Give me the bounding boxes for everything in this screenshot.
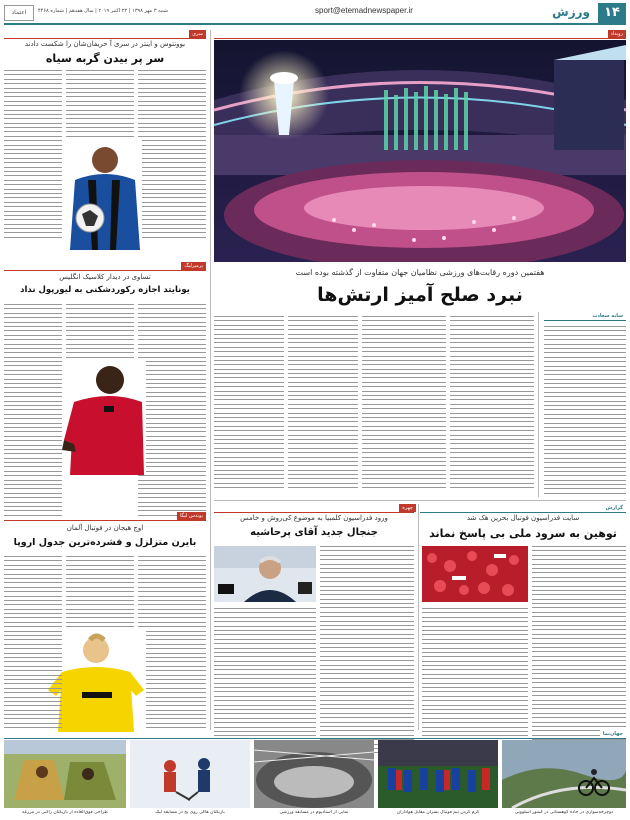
left3-text-col3 xyxy=(4,556,62,732)
photo-field-art xyxy=(4,740,126,808)
photo-stadium xyxy=(254,740,374,808)
left1-rule xyxy=(4,38,206,39)
newspaper-logo: اعتماد xyxy=(4,5,34,21)
left1-headline: سر پر بیدن گربه سیاه xyxy=(45,52,165,65)
tag-photos: جهان‌نما xyxy=(600,730,626,738)
photo-cycling xyxy=(502,740,626,808)
right-text-col1 xyxy=(532,546,626,757)
left3-rule xyxy=(4,520,206,521)
main-headline: نبرد صلح آمیز ارتش‌ها xyxy=(317,284,523,306)
main-text-col3 xyxy=(288,316,358,492)
analysis-text xyxy=(544,326,626,497)
left3-kicker: اوج هیجان در فوتبال آلمان xyxy=(66,524,144,532)
left1-text-col1 xyxy=(138,70,206,241)
column-divider xyxy=(538,312,539,497)
caption-cycling: دوچرخه‌سواری در جاده کوهستانی در کشور اسلوونی xyxy=(514,810,614,815)
left3-text-col2 xyxy=(66,556,134,635)
mid-text-col2 xyxy=(214,608,316,740)
left2-rule xyxy=(4,270,206,271)
tag-analysis: سایه سعادت xyxy=(589,312,626,320)
tag-bottom-left: بوندس لیگا xyxy=(177,512,206,520)
ceremony-photo xyxy=(214,40,626,262)
section-title: ورزش xyxy=(552,5,590,19)
caption-football: گرم کردن تیم فوتبال پسران مقابل هواداران xyxy=(396,810,480,815)
queiroz-photo xyxy=(214,546,316,602)
right-kicker: سایت فدراسیون فوتبال بحرین هک شد xyxy=(466,514,580,522)
main-kicker: هفتمین دوره رقابت‌های ورزشی نظامیان جهان متفاوت از گذشته بوده است xyxy=(295,268,545,277)
tag-main: رویداد xyxy=(608,30,626,38)
player-photo-united xyxy=(60,360,146,475)
analysis-rule xyxy=(544,320,626,321)
photo-hockey xyxy=(130,740,250,808)
tag-middle: چهره xyxy=(399,504,416,512)
caption-stadium: نمایی از استادیوم در مسابقه ورزشی xyxy=(279,810,349,815)
website-link[interactable]: sport@etemadnewspaper.ir xyxy=(315,6,413,15)
left2-kicker: تساوی در دیدار کلاسیک انگلیس xyxy=(59,273,151,281)
player-photo-inter xyxy=(60,140,142,250)
left1-text-col3 xyxy=(4,70,62,241)
left-column-divider xyxy=(210,30,211,730)
left3-text-col1 xyxy=(138,556,206,732)
mid-kicker: ورود فدراسیون کلمبیا به موضوع کی‌روش و خامس xyxy=(240,514,388,522)
caption-hockey: بازیکنان هاکی روی یخ در مسابقه لیگ xyxy=(155,810,225,815)
left1-kicker: یوونتوس و اینتر در سری آ حریفان‌شان را شکست دادند xyxy=(24,40,186,48)
main-text-col1 xyxy=(450,316,534,492)
tag-rule xyxy=(214,38,626,39)
left2-text-col1 xyxy=(138,304,206,519)
tag-report: گزارش xyxy=(602,504,626,512)
photos-rule xyxy=(4,738,626,739)
section-divider xyxy=(214,500,626,501)
caption-field-art: طراحی فوق‌العاده از بازیکنان راگبی در مزرعه xyxy=(22,810,108,815)
left3-headline: بایرن متزلزل و فشرده‌ترین جدول اروپا xyxy=(13,537,197,548)
tag-mid-left: پرمیرلیگ xyxy=(181,262,206,270)
mid-text-col1 xyxy=(320,546,414,757)
right-rule xyxy=(420,512,626,513)
date-line: شنبه ۳ مهر ۱۳۹۸ | ۲۲ اکتبر ۲۰۱۹ | سال هفدهم | شماره ۴۴۶۸ xyxy=(38,8,168,14)
right-text-col2 xyxy=(422,608,528,740)
photo-football-team xyxy=(378,740,498,808)
left2-headline: یونایتد اجازه رکوردشکنی به لیورپول نداد xyxy=(20,285,190,295)
tag-top-left: سری xyxy=(189,30,206,38)
left2-text-col3 xyxy=(4,304,62,519)
page-number: ۱۴ xyxy=(598,3,626,23)
bahrain-fans-photo xyxy=(422,546,528,602)
lower-divider xyxy=(418,504,419,730)
page-header xyxy=(4,3,626,25)
right-headline: توهین به سرود ملی بی پاسخ نماند xyxy=(429,527,617,540)
mid-headline: جنجال جدید آقای پرحاشیه xyxy=(250,527,378,538)
main-text-col2 xyxy=(362,316,446,492)
mid-rule xyxy=(214,512,414,513)
main-text-col4 xyxy=(214,316,284,492)
